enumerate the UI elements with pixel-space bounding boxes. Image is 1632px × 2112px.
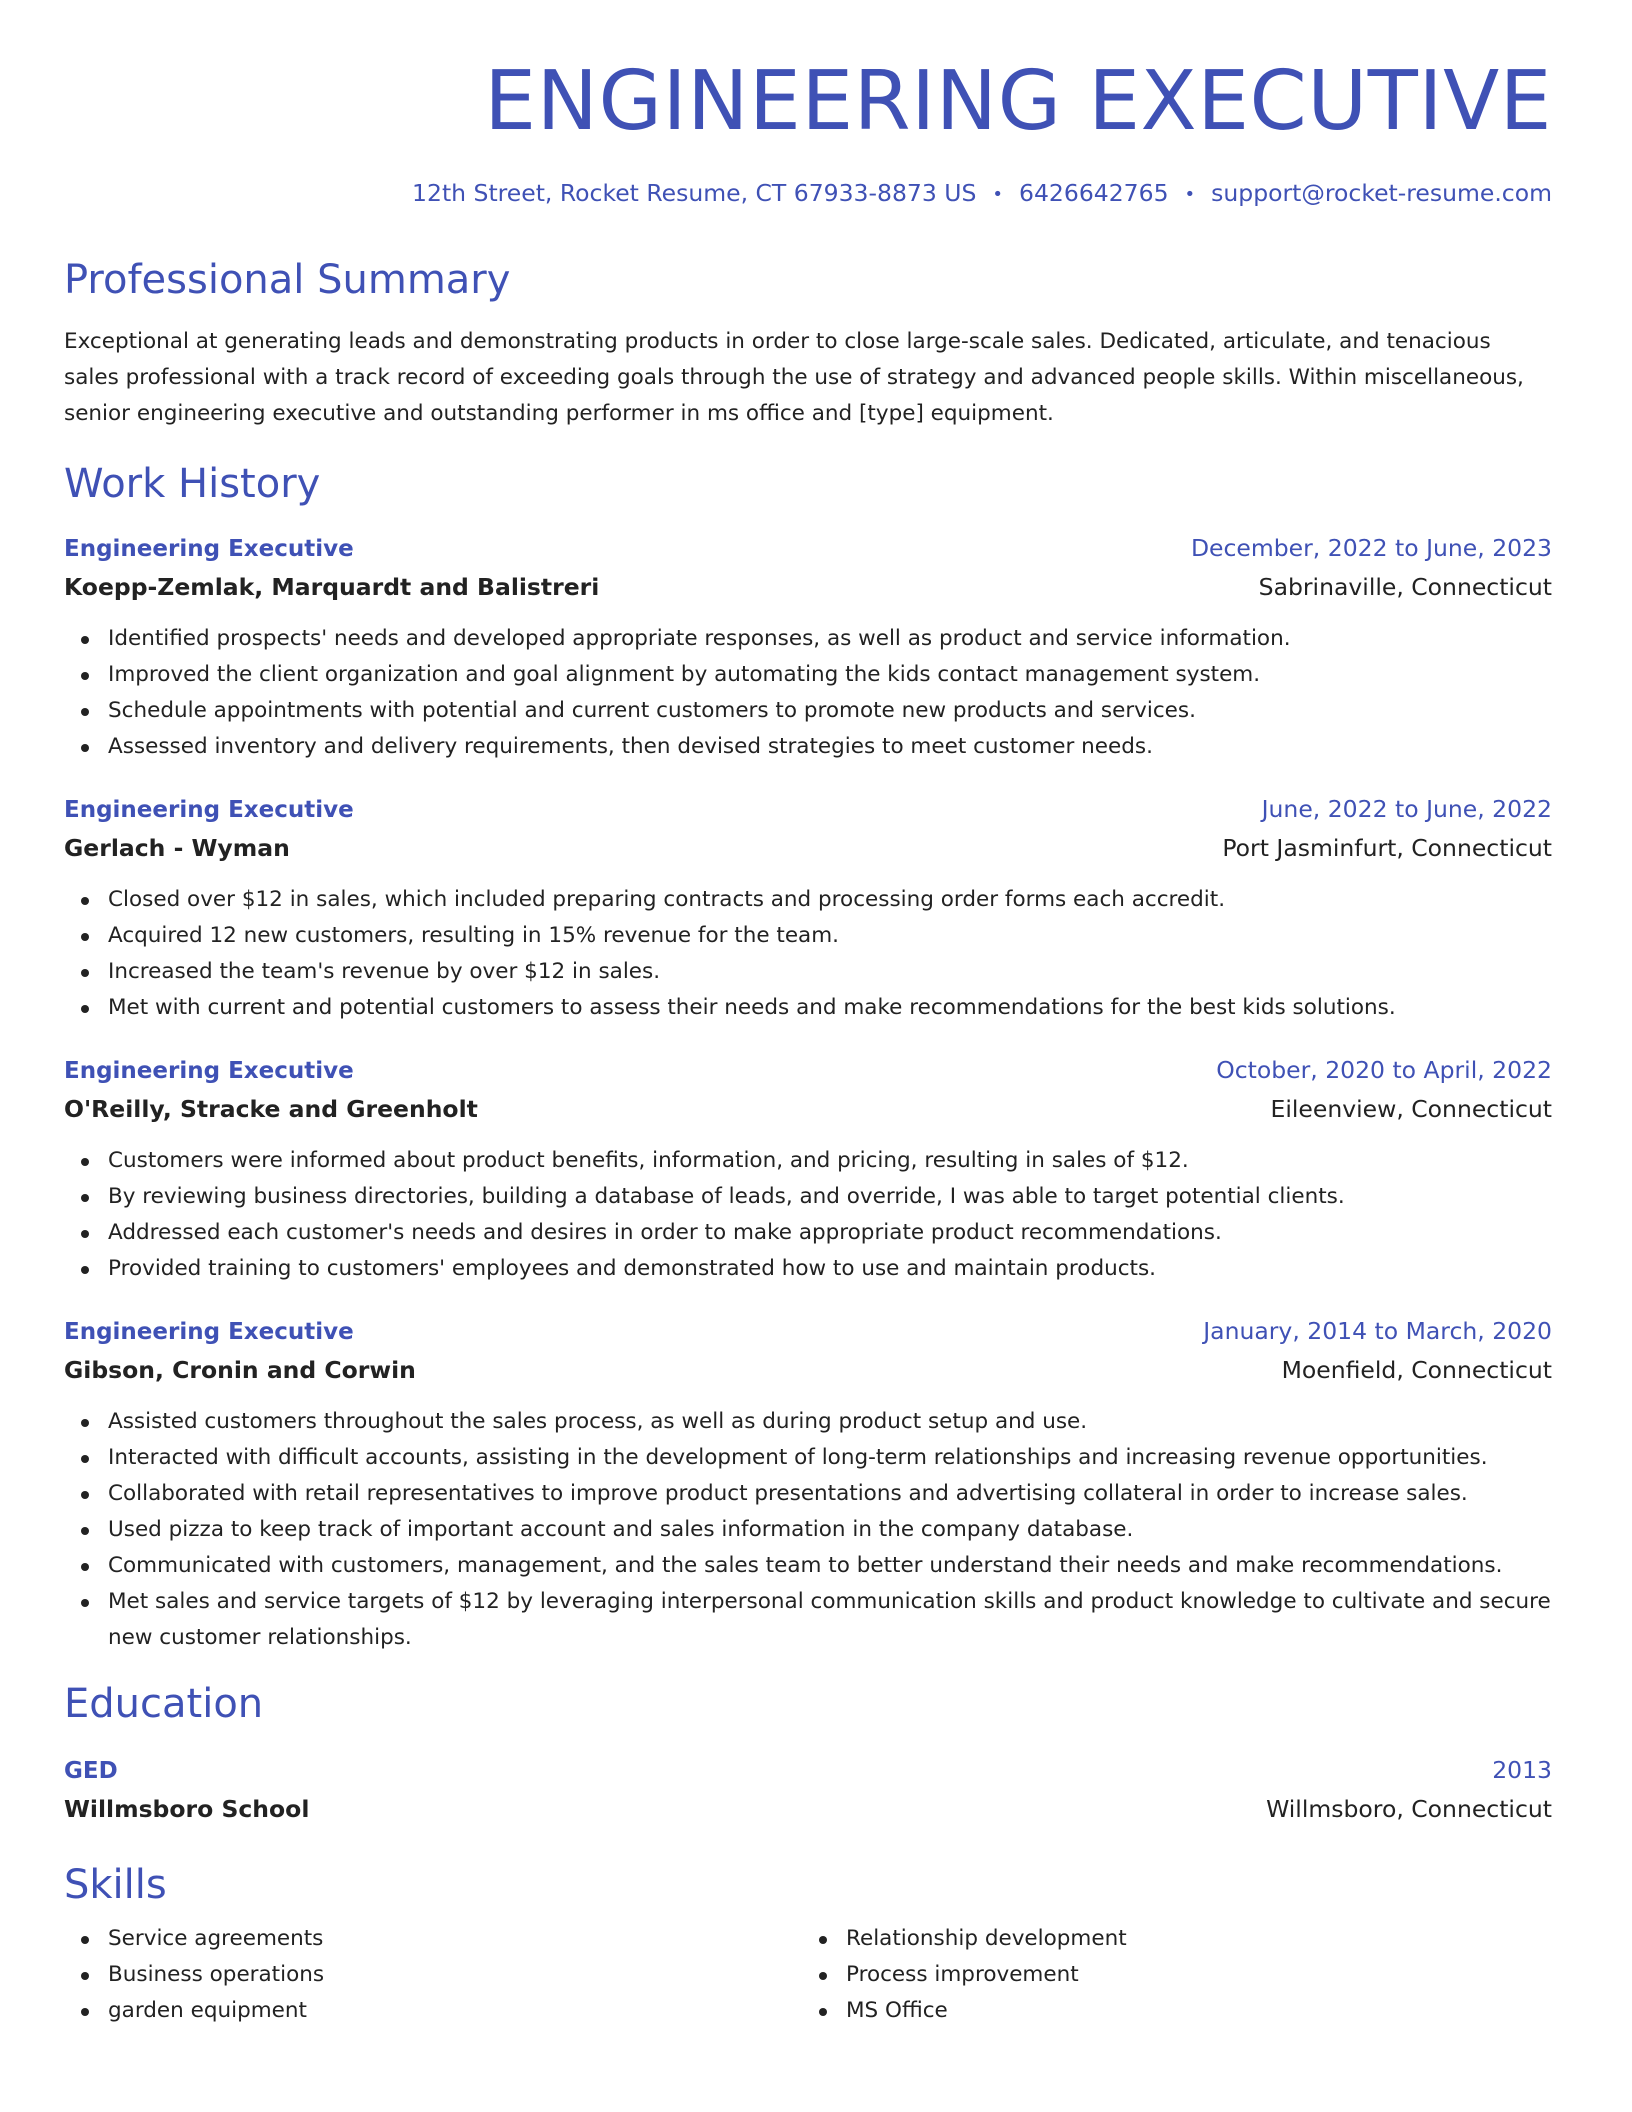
contact-line bbox=[64, 178, 1552, 210]
education-location: Willmsboro, Connecticut bbox=[1266, 1794, 1552, 1823]
skill-item: Business operations bbox=[64, 1957, 802, 1993]
list-item: Customers were informed about product benefits, information, and pricing, resulting in sales of $12. bbox=[64, 1143, 1552, 1179]
job-title-row bbox=[64, 1313, 1552, 1350]
job-bullets bbox=[64, 882, 1552, 1026]
skill-item: Relationship development bbox=[802, 1921, 1540, 1957]
list-item: Improved the client organization and goal alignment by automating the kids contact management system. bbox=[64, 657, 1552, 693]
education-entry bbox=[64, 1752, 1552, 1829]
list-item: Provided training to customers' employees and demonstrated how to use and maintain products. bbox=[64, 1251, 1552, 1287]
summary-section bbox=[64, 254, 1552, 432]
list-item: Acquired 12 new customers, resulting in 15% revenue for the team. bbox=[64, 918, 1552, 954]
list-item: Identified prospects' needs and developed appropriate responses, as well as product and service information. bbox=[64, 621, 1552, 657]
job-dates: December, 2022 to June, 2023 bbox=[1190, 533, 1552, 562]
summary-text: Exceptional at generating leads and demonstrating products in order to close large-scale sales. Dedicated, articulate, and tenacious sales professional with a track record of exceeding goals through the use of strategy and advanced people skills. Within miscellaneous, senior engineering executive and outstanding performer in ms office and [type] equipment. bbox=[64, 328, 1524, 426]
job-company-row bbox=[64, 1089, 1552, 1129]
job-title-row bbox=[64, 530, 1552, 567]
job-entry bbox=[64, 791, 1552, 1026]
resume-header bbox=[64, 52, 1552, 210]
list-item: Communicated with customers, management, and the sales team to better understand their needs and make recommendations. bbox=[64, 1548, 1552, 1584]
education-degree: GED bbox=[64, 1757, 118, 1784]
list-item: Assessed inventory and delivery requirements, then devised strategies to meet customer needs. bbox=[64, 729, 1552, 765]
job-company: Gerlach - Wyman bbox=[64, 833, 290, 862]
list-item: Met with current and potential customers to assess their needs and make recommendations for the best kids solutions. bbox=[64, 990, 1552, 1026]
education-year: 2013 bbox=[1492, 1755, 1552, 1784]
contact-separator: • bbox=[992, 183, 1004, 205]
contact-address: 12th Street, Rocket Resume, CT 67933-8873 US bbox=[412, 179, 977, 207]
contact-separator: • bbox=[1184, 183, 1196, 205]
skill-item: MS Office bbox=[802, 1993, 1540, 2029]
job-dates: October, 2020 to April, 2022 bbox=[1216, 1055, 1552, 1084]
list-item: Interacted with difficult accounts, assisting in the development of long-term relationships and increasing revenue opportunities. bbox=[64, 1440, 1552, 1476]
list-item: Used pizza to keep track of important account and sales information in the company database. bbox=[64, 1512, 1552, 1548]
list-item: Increased the team's revenue by over $12 in sales. bbox=[64, 954, 1552, 990]
job-dates: January, 2014 to March, 2020 bbox=[1203, 1316, 1552, 1345]
job-company: Gibson, Cronin and Corwin bbox=[64, 1355, 416, 1384]
list-item: Collaborated with retail representatives to improve product presentations and advertising collateral in order to increase sales. bbox=[64, 1476, 1552, 1512]
job-title: Engineering Executive bbox=[64, 1057, 354, 1084]
job-location: Eileenview, Connecticut bbox=[1270, 1094, 1552, 1123]
job-company: O'Reilly, Stracke and Greenholt bbox=[64, 1094, 478, 1123]
skills-column-right bbox=[802, 1921, 1540, 2029]
job-title: Engineering Executive bbox=[64, 535, 354, 562]
skill-item: Service agreements bbox=[64, 1921, 802, 1957]
job-bullets bbox=[64, 1143, 1552, 1287]
work-history-heading: Work History bbox=[64, 460, 321, 507]
summary-heading: Professional Summary bbox=[64, 256, 511, 303]
job-entry bbox=[64, 530, 1552, 765]
skills-list bbox=[64, 1921, 802, 2029]
education-heading: Education bbox=[64, 1680, 264, 1727]
job-dates: June, 2022 to June, 2022 bbox=[1261, 794, 1552, 823]
list-item: Met sales and service targets of $12 by leveraging interpersonal communication skills and product knowledge to cultivate and secure new customer relationships. bbox=[64, 1584, 1552, 1656]
skills-columns bbox=[64, 1921, 1552, 2029]
education-degree-row bbox=[64, 1752, 1552, 1789]
candidate-name: ENGINEERING EXECUTIVE bbox=[484, 54, 1552, 149]
work-history-section bbox=[64, 458, 1552, 1656]
contact-email: support@rocket-resume.com bbox=[1211, 179, 1552, 207]
skills-heading: Skills bbox=[64, 1861, 167, 1908]
skill-item: garden equipment bbox=[64, 1993, 802, 2029]
list-item: Addressed each customer's needs and desires in order to make appropriate product recommendations. bbox=[64, 1215, 1552, 1251]
job-location: Port Jasminfurt, Connecticut bbox=[1222, 833, 1552, 862]
job-company-row bbox=[64, 567, 1552, 607]
job-location: Sabrinaville, Connecticut bbox=[1258, 572, 1552, 601]
list-item: By reviewing business directories, building a database of leads, and override, I was able to target potential clients. bbox=[64, 1179, 1552, 1215]
job-bullets bbox=[64, 1404, 1552, 1656]
job-entry bbox=[64, 1052, 1552, 1287]
job-title: Engineering Executive bbox=[64, 796, 354, 823]
skills-section bbox=[64, 1859, 1552, 2029]
list-item: Assisted customers throughout the sales process, as well as during product setup and use. bbox=[64, 1404, 1552, 1440]
job-bullets bbox=[64, 621, 1552, 765]
job-title-row bbox=[64, 1052, 1552, 1089]
job-company-row bbox=[64, 1350, 1552, 1390]
contact-phone: 6426642765 bbox=[1019, 179, 1169, 207]
education-school-row bbox=[64, 1789, 1552, 1829]
education-school: Willmsboro School bbox=[64, 1794, 310, 1823]
job-title: Engineering Executive bbox=[64, 1318, 354, 1345]
job-location: Moenfield, Connecticut bbox=[1281, 1355, 1552, 1384]
job-company: Koepp-Zemlak, Marquardt and Balistreri bbox=[64, 572, 600, 601]
job-entry bbox=[64, 1313, 1552, 1656]
education-section bbox=[64, 1678, 1552, 1829]
job-title-row bbox=[64, 791, 1552, 828]
list-item: Schedule appointments with potential and current customers to promote new products and services. bbox=[64, 693, 1552, 729]
skills-column-left bbox=[64, 1921, 802, 2029]
skill-item: Process improvement bbox=[802, 1957, 1540, 1993]
skills-list bbox=[802, 1921, 1540, 2029]
list-item: Closed over $12 in sales, which included preparing contracts and processing order forms each accredit. bbox=[64, 882, 1552, 918]
job-company-row bbox=[64, 828, 1552, 868]
